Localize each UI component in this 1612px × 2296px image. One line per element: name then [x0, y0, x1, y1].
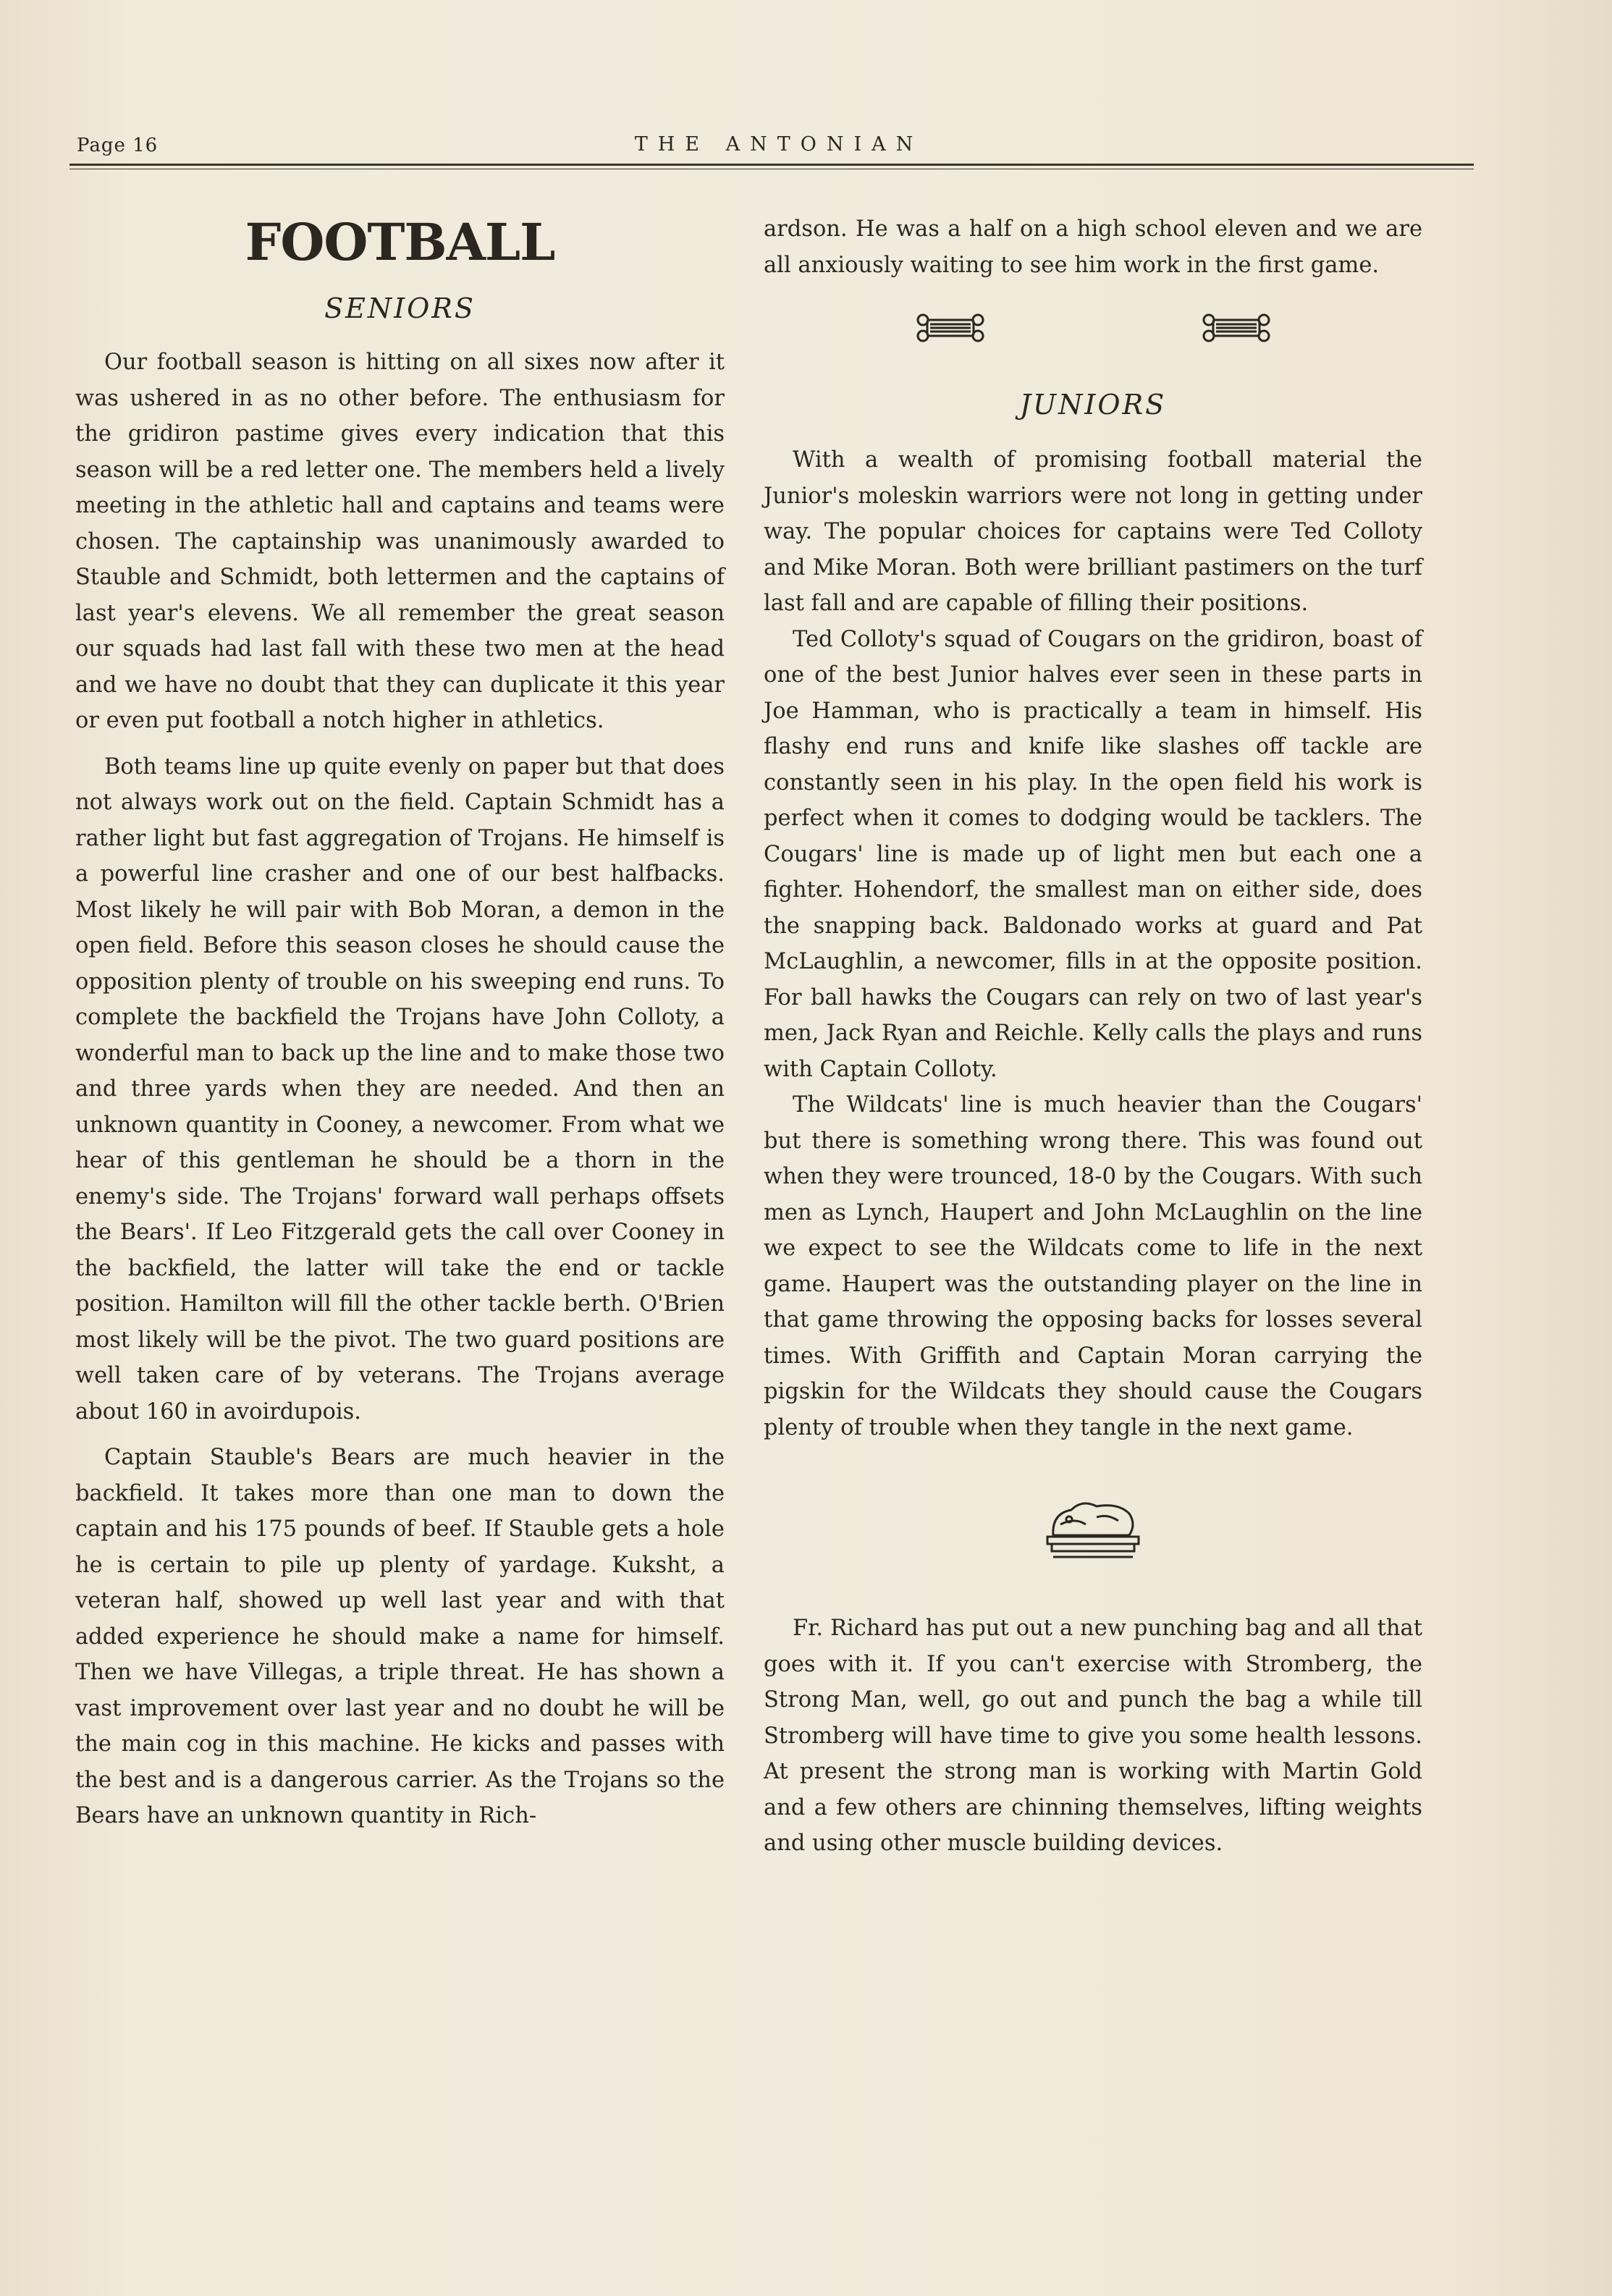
publication-title: THE ANTONIAN	[634, 133, 924, 156]
juniors-paragraph-1: With a wealth of promising football material the Junior's moleskin warriors were not long in getting under way. The popular choices for captains were Ted Colloty and Mike Moran. Both were brilliant pastimers on the turf last fall and are capable of filling their positions.	[764, 447, 1422, 616]
juniors-heading: JUNIORS	[1019, 389, 1167, 421]
article-title: FOOTBALL	[245, 212, 555, 272]
right-column	[764, 211, 1422, 1862]
page-header	[69, 130, 1474, 166]
juniors-paragraph-3: The Wildcats' line is much heavier than the Cougars' but there is something wrong there. This was found out when they were trounced, 18-0 by the Cougars. With such men as Lynch, Haupert and John McLaughlin on the line we expect to see the Wildcats come to life in the next game. Haupert was the outstanding player on the line in that game throwing the opposing backs for losses several times. With Griffith and Captain Moran carrying the pigskin for the Wildcats they should cause the Cougars plenty of trouble when they tangle in the next game.	[764, 1092, 1422, 1440]
page-number: Page 16	[77, 135, 159, 156]
seniors-paragraph-3-continued: ardson. He was a half on a high school eleven and we are all anxiously waiting to see him work in the first game.	[764, 216, 1422, 278]
scroll-ornament-icon	[1200, 310, 1273, 358]
ornament-row	[764, 312, 1422, 355]
seniors-heading: SENIORS	[324, 292, 476, 324]
scroll-ornament-icon	[914, 310, 987, 358]
left-column	[75, 204, 725, 1834]
juniors-paragraph-2: Ted Colloty's squad of Cougars on the gridiron, boast of one of the best Junior halves ever seen in these parts in Joe Hamman, who is practically a team in himself. His flashy end runs and knife like slashes off tackle are constantly seen in his play. In the open field his work is perfect when it comes to dodging would be tacklers. The Cougars' line is made up of light men but each one a fighter. Hohendorf, the smallest man on either side, does the snapping back. Baldonado works at guard and Pat McLaughlin, a newcomer, fills in at the opposite position. For ball hawks the Cougars can rely on two of last year's men, Jack Ryan and Reichle. Kelly calls the plays and runs with Captain Colloty.	[764, 626, 1422, 1082]
header-rule	[69, 164, 1474, 166]
punching-bag-paragraph: Fr. Richard has put out a new punching bag and all that goes with it. If you can't exercise with Stromberg, the Strong Man, well, go out and punch the bag a while till Stromberg will have time to give you some health lessons. At present the strong man is working with Martin Gold and a few others are chinning themselves, lifting weights and using other muscle building devices.	[764, 1616, 1422, 1856]
seniors-paragraph-1: Our football season is hitting on all sixes now after it was ushered in as no other before. The enthusiasm for the gridiron pastime gives every indication that this season will be a red letter one. The members held a lively meeting in the athletic hall and captains and teams were chosen. The captainship was unanimously awarded to Stauble and Schmidt, both lettermen and the captains of last year's elevens. We all remember the great season our squads had last fall with these two men at the head and we have no doubt that they can duplicate it this year or even put football a notch higher in athletics.	[75, 350, 725, 733]
reclining-lion-icon	[764, 1485, 1422, 1571]
seniors-paragraph-3: Captain Stauble's Bears are much heavier in the backfield. It takes more than one man to down the captain and his 175 pounds of beef. If Stauble gets a hole he is certain to pile up plenty of yardage. Kuksht, a veteran half, showed up well last year and with that added experience he should make a name for himself. Then we have Villegas, a triple threat. He has shown a vast improvement over last year and no doubt he will be the main cog in this machine. He kicks and passes with the best and is a dangerous carrier. As the Trojans so the Bears have an unknown quantity in Rich-	[75, 1445, 725, 1828]
seniors-paragraph-2: Both teams line up quite evenly on paper but that does not always work out on the field. Captain Schmidt has a rather light but fast aggregation of Trojans. He himself is a powerful line crasher and one of our best halfbacks. Most likely he will pair with Bob Moran, a demon in the open field. Before this season closes he should cause the opposition plenty of trouble on his sweeping end runs. To complete the backfield the Trojans have John Colloty, a wonderful man to back up the line and to make those two and three yards when they are needed. And then an unknown quantity in Cooney, a newcomer. From what we hear of this gentleman he should be a thorn in the enemy's side. The Trojans' forward wall perhaps offsets the Bears'. If Leo Fitzgerald gets the call over Cooney in the backfield, the latter will take the end or tackle position. Hamilton will fill the other tackle berth. O'Brien most likely will be the pivot. The two guard positions are well taken care of by veterans. The Trojans average about 160 in avoirdupois.	[75, 754, 725, 1425]
